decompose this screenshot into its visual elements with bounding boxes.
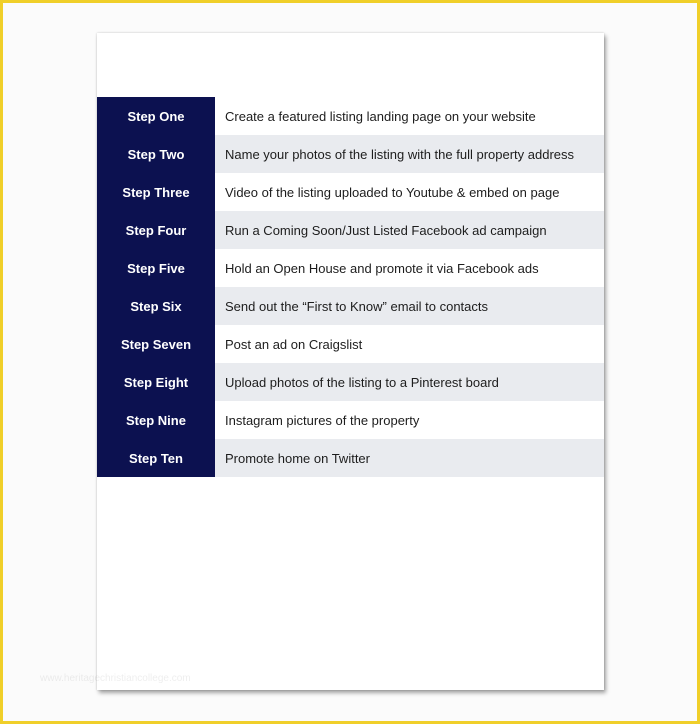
step-description: Create a featured listing landing page on your website bbox=[215, 97, 604, 135]
table-row bbox=[97, 173, 604, 211]
step-description: Promote home on Twitter bbox=[215, 439, 604, 477]
table-row bbox=[97, 401, 604, 439]
table-row bbox=[97, 135, 604, 173]
table-row bbox=[97, 249, 604, 287]
table-row bbox=[97, 363, 604, 401]
step-label: Step One bbox=[97, 97, 215, 135]
step-label: Step Four bbox=[97, 211, 215, 249]
step-label: Step Nine bbox=[97, 401, 215, 439]
step-label: Step Six bbox=[97, 287, 215, 325]
step-description: Send out the “First to Know” email to contacts bbox=[215, 287, 604, 325]
step-label: Step Eight bbox=[97, 363, 215, 401]
step-label: Step Three bbox=[97, 173, 215, 211]
step-description: Hold an Open House and promote it via Facebook ads bbox=[215, 249, 604, 287]
step-label: Step Seven bbox=[97, 325, 215, 363]
step-description: Video of the listing uploaded to Youtube & embed on page bbox=[215, 173, 604, 211]
table-row bbox=[97, 211, 604, 249]
table-row bbox=[97, 97, 604, 135]
document-page bbox=[97, 33, 604, 690]
step-label: Step Two bbox=[97, 135, 215, 173]
step-label: Step Five bbox=[97, 249, 215, 287]
step-description: Instagram pictures of the property bbox=[215, 401, 604, 439]
step-description: Upload photos of the listing to a Pinterest board bbox=[215, 363, 604, 401]
table-row bbox=[97, 325, 604, 363]
watermark: www.heritagechristiancollege.com bbox=[40, 673, 191, 684]
table-row bbox=[97, 287, 604, 325]
step-description: Post an ad on Craigslist bbox=[215, 325, 604, 363]
table-row bbox=[97, 439, 604, 477]
step-description: Run a Coming Soon/Just Listed Facebook ad campaign bbox=[215, 211, 604, 249]
steps-table bbox=[97, 97, 604, 477]
step-description: Name your photos of the listing with the full property address bbox=[215, 135, 604, 173]
step-label: Step Ten bbox=[97, 439, 215, 477]
